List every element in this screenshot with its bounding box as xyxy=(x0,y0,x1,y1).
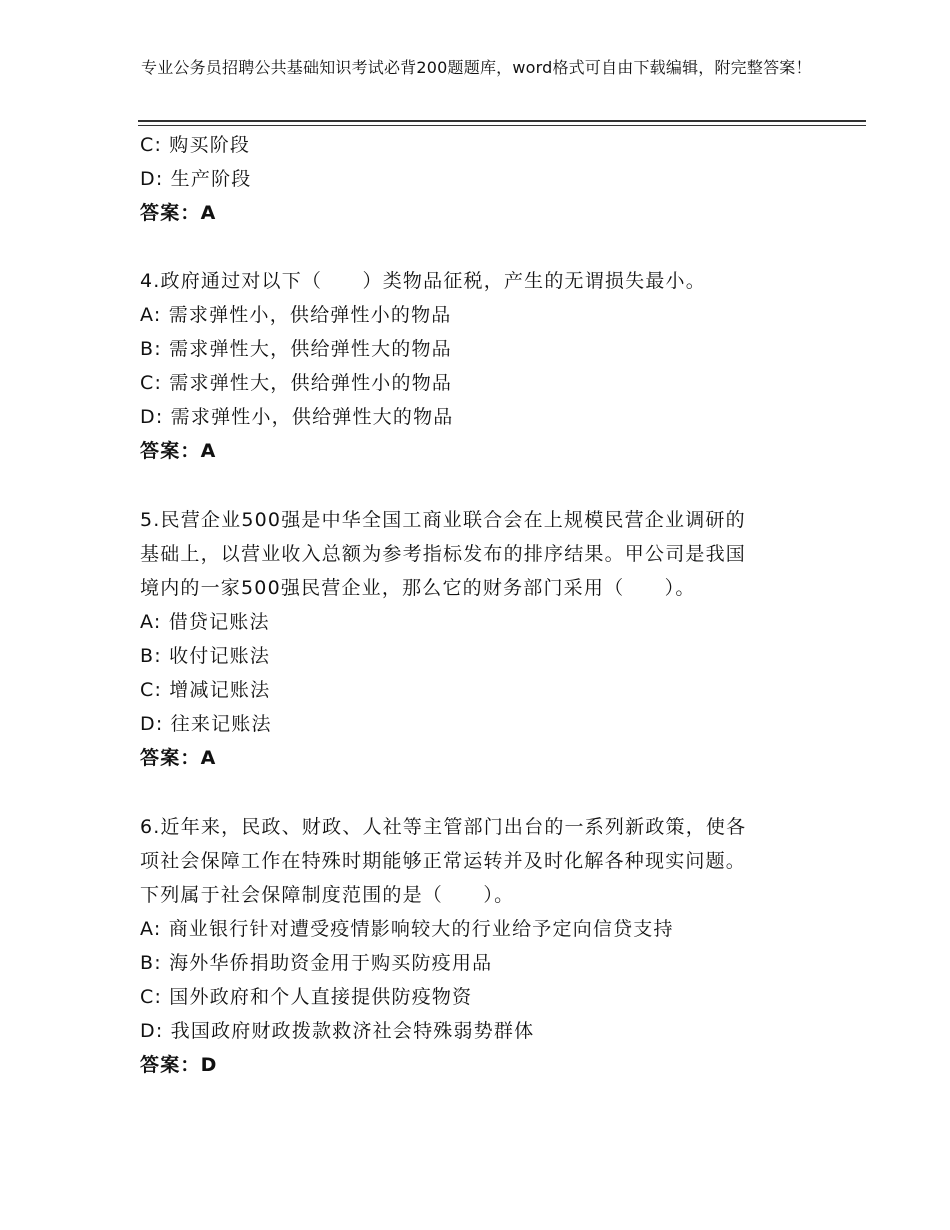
option-c: C: 购买阶段 xyxy=(140,134,251,156)
page-header: 专业公务员招聘公共基础知识考试必背200题题库，word格式可自由下载编辑，附完整答案！ xyxy=(141,58,812,77)
question-4-option-a: A: 需求弹性小，供给弹性小的物品 xyxy=(140,304,452,326)
question-6-option-d: D: 我国政府财政拨款救济社会特殊弱势群体 xyxy=(140,1020,535,1042)
question-5-option-d: D: 往来记账法 xyxy=(140,713,272,735)
question-6-stem-line-3: 下列属于社会保障制度范围的是（ ）。 xyxy=(140,884,515,906)
question-4-option-b: B: 需求弹性大，供给弹性大的物品 xyxy=(140,338,452,360)
question-6-stem-line-2: 项社会保障工作在特殊时期能够正常运转并及时化解各种现实问题。 xyxy=(140,850,747,872)
header-divider-thick xyxy=(138,120,866,122)
question-6-option-b: B: 海外华侨捐助资金用于购买防疫用品 xyxy=(140,952,493,974)
answer-line: 答案：A xyxy=(140,202,217,224)
header-divider-thin xyxy=(138,125,866,126)
question-5-answer: 答案：A xyxy=(140,747,217,769)
question-6-stem-line-1: 6.近年来，民政、财政、人社等主管部门出台的一系列新政策，使各 xyxy=(140,816,747,838)
question-4-option-c: C: 需求弹性大，供给弹性小的物品 xyxy=(140,372,453,394)
question-6-answer: 答案：D xyxy=(140,1054,218,1076)
question-5-option-b: B: 收付记账法 xyxy=(140,645,271,667)
question-4-option-d: D: 需求弹性小，供给弹性大的物品 xyxy=(140,406,454,428)
question-5-stem-line-2: 基础上，以营业收入总额为参考指标发布的排序结果。甲公司是我国 xyxy=(140,543,747,565)
question-4-stem: 4.政府通过对以下（ ）类物品征税，产生的无谓损失最小。 xyxy=(140,270,706,292)
question-4-answer: 答案：A xyxy=(140,440,217,462)
question-5-stem-line-3: 境内的一家500强民营企业，那么它的财务部门采用（ ）。 xyxy=(140,577,696,599)
option-d: D: 生产阶段 xyxy=(140,168,252,190)
question-5-option-c: C: 增减记账法 xyxy=(140,679,271,701)
question-6-option-c: C: 国外政府和个人直接提供防疫物资 xyxy=(140,986,473,1008)
question-5-option-a: A: 借贷记账法 xyxy=(140,611,270,633)
question-5-stem-line-1: 5.民营企业500强是中华全国工商业联合会在上规模民营企业调研的 xyxy=(140,509,746,531)
question-6-option-a: A: 商业银行针对遭受疫情影响较大的行业给予定向信贷支持 xyxy=(140,918,674,940)
